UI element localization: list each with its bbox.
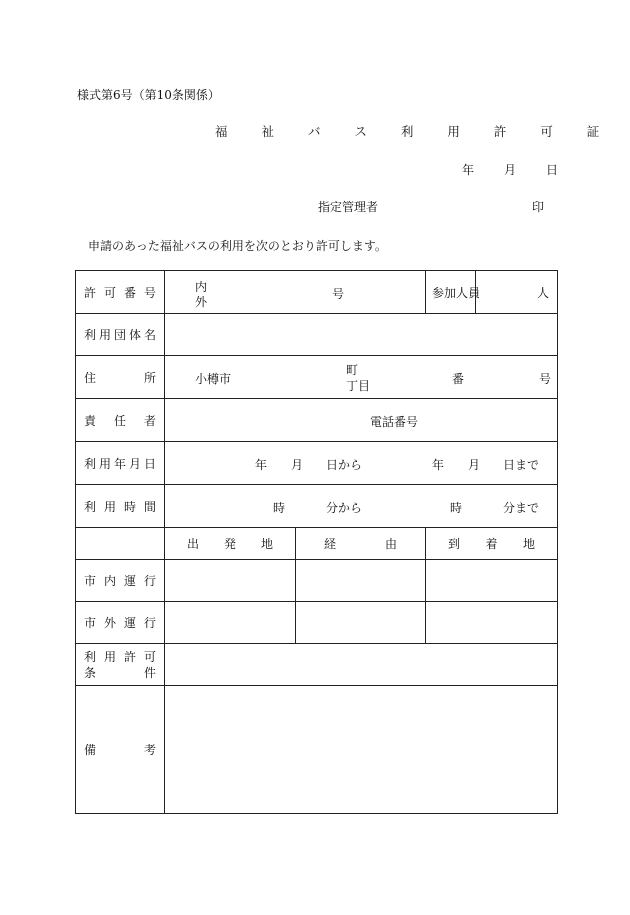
conditions-field[interactable] [165,644,558,686]
label-group-name: 利 用 団 体 名 [76,314,165,356]
label-participants: 参 加 人 員 [426,271,476,314]
city-inside-departure[interactable] [165,560,296,602]
row-use-date [76,442,558,485]
phone-label: 電話番号 [370,415,419,429]
label-city-inside: 市 内 運 行 [76,560,165,602]
header-arrival: 到 着 地 [426,528,558,560]
chome-label: 丁目 [346,379,371,393]
group-name-field[interactable] [165,314,558,356]
date-month: 月 [504,163,517,177]
city-outside-departure[interactable] [165,602,296,644]
document-title: 福 祉 バ ス 利 用 許 可 証 [215,124,615,139]
row-use-time [76,485,558,528]
town-label: 町 [346,363,359,377]
form-number: 様式第6号（第10条関係） [77,88,220,102]
row-group-name [76,314,558,356]
city-name: 小樽市 [195,372,232,386]
remarks-field[interactable] [165,686,558,814]
use-time-field[interactable] [165,485,558,528]
participants-unit: 人 [537,285,550,300]
to-year: 年 [432,458,445,472]
row-address [76,356,558,399]
label-use-date: 利 用 年 月 日 [76,442,165,485]
responsible-field[interactable] [165,399,558,442]
date-year: 年 [462,163,475,177]
to-minute: 分まで [503,501,540,515]
route-header-blank [76,528,165,560]
participants-field[interactable] [476,271,558,314]
label-remarks: 備 考 [76,686,165,814]
outer-label: 外 [195,295,208,309]
seal-mark: 印 [532,200,545,214]
label-permit-number: 許 可 番 号 [76,271,165,314]
header-via: 経 由 [296,528,426,560]
label-use-time: 利 用 時 間 [76,485,165,528]
city-inside-via[interactable] [296,560,426,602]
permit-form-table [75,270,558,814]
city-outside-arrival[interactable] [426,602,558,644]
city-outside-via[interactable] [296,602,426,644]
row-responsible [76,399,558,442]
address-field[interactable] [165,356,558,399]
label-address: 住 所 [76,356,165,399]
to-hour: 時 [450,501,463,515]
go-label: 号 [539,372,552,386]
row-permit-number [76,271,558,314]
manager-label: 指定管理者 [318,200,379,214]
to-month: 月 [468,458,481,472]
row-route-header [76,528,558,560]
ban-label: 番 [452,372,465,386]
header-departure: 出 発 地 [165,528,296,560]
label-conditions: 利 用 許 可 条 件 [76,644,165,686]
use-date-field[interactable] [165,442,558,485]
label-responsible: 責 任 者 [76,399,165,442]
row-conditions [76,644,558,686]
number-suffix: 号 [332,287,345,301]
city-inside-arrival[interactable] [426,560,558,602]
inner-label: 内 [195,280,208,294]
intro-text: 申請のあった福祉バスの利用を次のとおり許可します。 [88,239,387,253]
from-minute: 分から [326,501,363,515]
row-city-outside [76,602,558,644]
from-day: 日から [326,458,363,472]
date-day: 日 [546,163,559,177]
row-city-inside [76,560,558,602]
permit-number-field[interactable] [165,271,426,314]
from-year: 年 [255,458,268,472]
to-day: 日まで [503,458,540,472]
from-hour: 時 [273,501,286,515]
row-remarks [76,686,558,814]
label-city-outside: 市 外 運 行 [76,602,165,644]
issue-date [462,161,558,178]
from-month: 月 [291,458,304,472]
